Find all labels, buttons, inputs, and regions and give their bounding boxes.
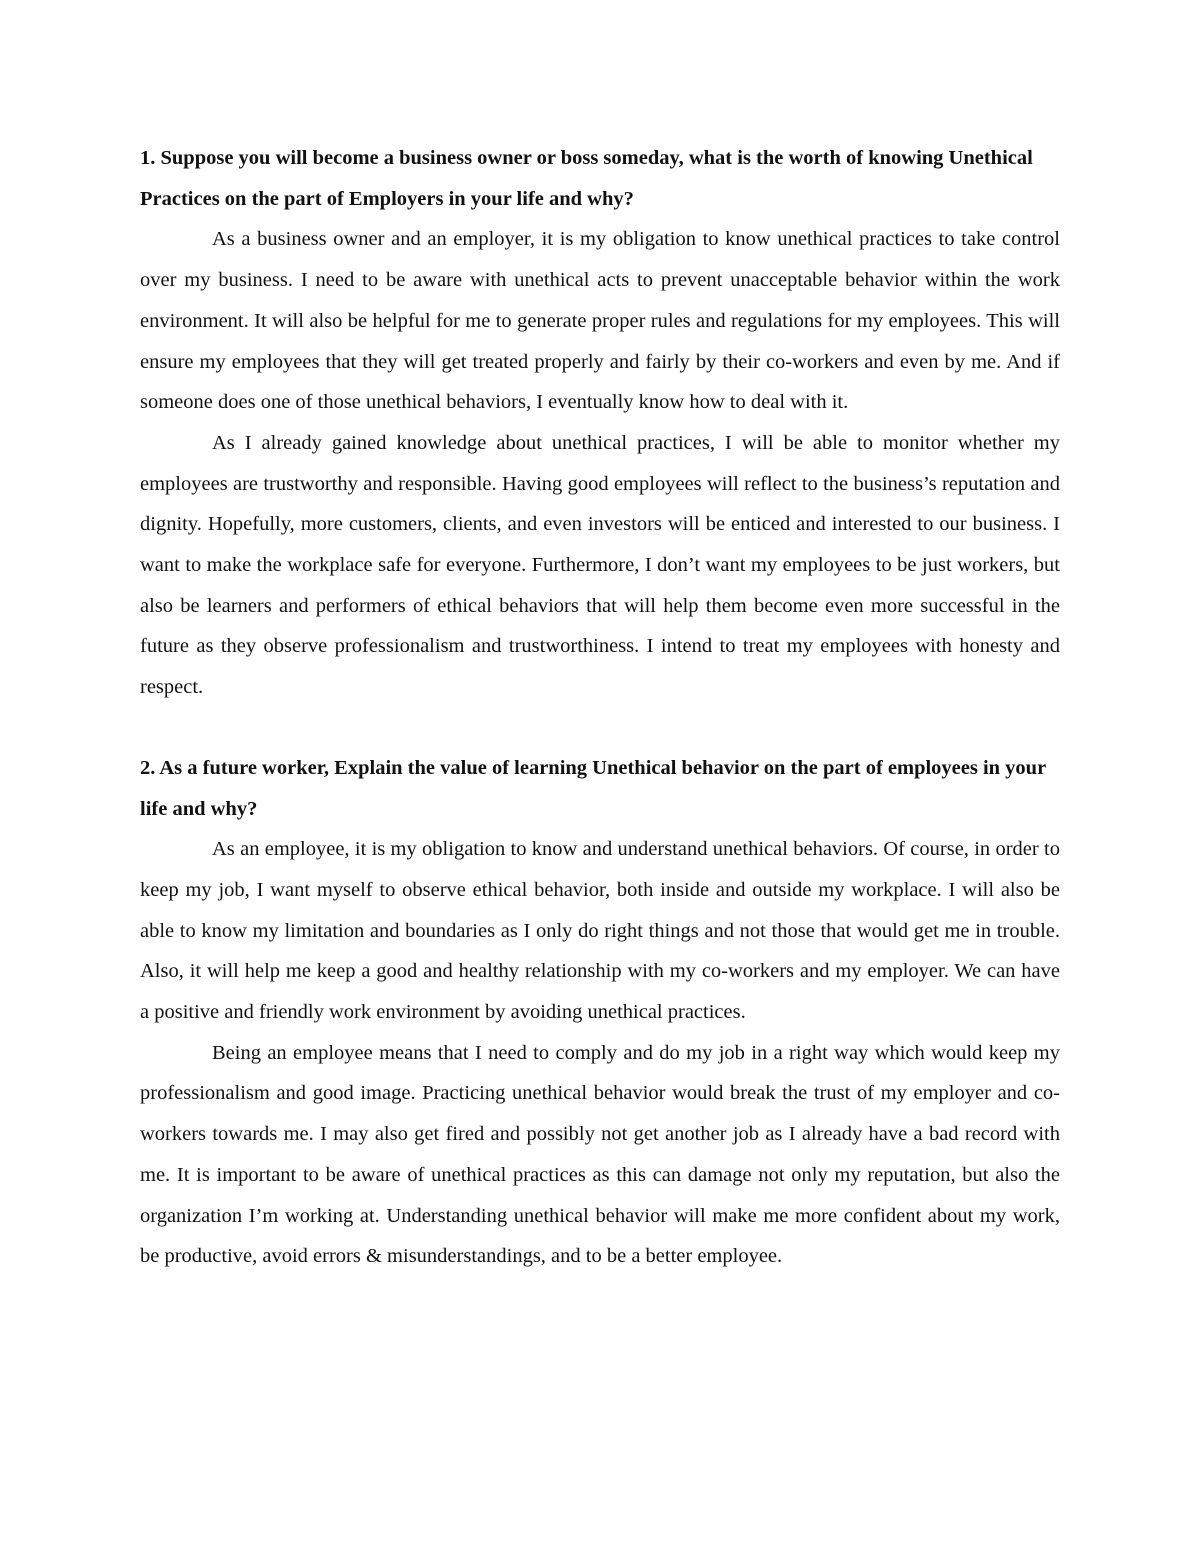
question-section-2: [140, 748, 1060, 1277]
question-section-1: [140, 138, 1060, 708]
answer-paragraph: Being an employee means that I need to comply and do my job in a right way which would keep my professionalism and good image. Practicing unethical behavior would break the trust of my employer and co-workers towards me. I may also get fired and possibly not get another job as I already have a bad record with me. It is important to be aware of unethical practices as this can damage not only my reputation, but also the organization I’m working at. Understanding unethical behavior will make me more confident about my work, be productive, avoid errors & misunderstandings, and to be a better employee.: [140, 1041, 1060, 1268]
answer-paragraph: As an employee, it is my obligation to know and understand unethical behaviors. Of course, in order to keep my job, I want myself to observe ethical behavior, both inside and outside my workplace. I will also be able to know my limitation and boundaries as I only do right things and not those that would get me in trouble. Also, it will help me keep a good and healthy relationship with my co-workers and my employer. We can have a positive and friendly work environment by avoiding unethical practices.: [140, 838, 1060, 1024]
question-heading-1: 1. Suppose you will become a business owner or boss someday, what is the worth of knowing Unethical Practices on the part of Employers in your life and why?: [140, 147, 1033, 210]
section-spacer: [140, 708, 1060, 748]
answer-paragraph: As I already gained knowledge about unethical practices, I will be able to monitor whether my employees are trustworthy and responsible. Having good employees will reflect to the business’s reputation and dignity. Hopefully, more customers, clients, and even investors will be enticed and interested to our business. I want to make the workplace safe for everyone. Furthermore, I don’t want my employees to be just workers, but also be learners and performers of ethical behaviors that will help them become even more successful in the future as they observe professionalism and trustworthiness. I intend to treat my employees with honesty and respect.: [140, 431, 1060, 699]
question-heading-2: 2. As a future worker, Explain the value of learning Unethical behavior on the part of employees in your life and why?: [140, 756, 1046, 820]
answer-paragraph: As a business owner and an employer, it is my obligation to know unethical practices to take control over my business. I need to be aware with unethical acts to prevent unacceptable behavior within the work environment. It will also be helpful for me to generate proper rules and regulations for my employees. This will ensure my employees that they will get treated properly and fairly by their co-workers and even by me. And if someone does one of those unethical behaviors, I eventually know how to deal with it.: [140, 228, 1060, 414]
document-body: [140, 138, 1060, 1277]
